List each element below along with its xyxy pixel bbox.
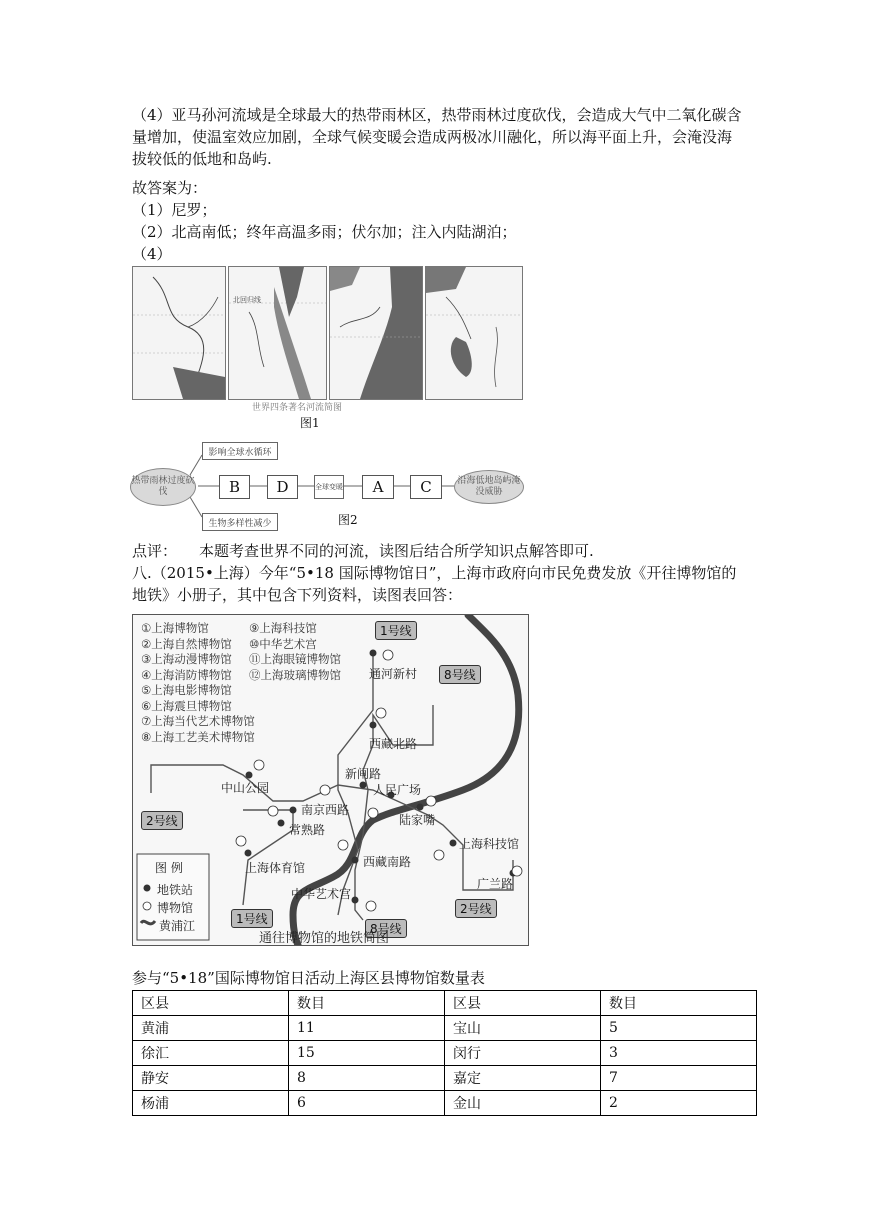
- table-cell: 6: [289, 1091, 445, 1116]
- museum-item-11: ⑪上海眼镜博物馆: [249, 652, 341, 666]
- flow-box-b: B: [219, 475, 250, 499]
- museum-marker-7a[interactable]: [320, 785, 330, 795]
- museum-legend-left: [141, 621, 255, 745]
- flow-box-warming: 全球变暖: [314, 475, 344, 499]
- table-header-cell: 区县: [445, 991, 601, 1016]
- station-xizangnan[interactable]: [352, 857, 359, 864]
- table-header-row: [133, 991, 757, 1016]
- table-cell: 徐汇: [133, 1041, 289, 1066]
- river-map-1-drawing: [133, 267, 225, 399]
- station-xinzha[interactable]: [360, 782, 367, 789]
- label-lujiazui: 陆家嘴: [399, 813, 436, 827]
- museum-item-12: ⑫上海玻璃博物馆: [249, 667, 341, 682]
- label-changshu: 常熟路: [289, 823, 326, 837]
- label-keji: 上海科技馆: [459, 837, 520, 851]
- museum-marker-10[interactable]: [366, 901, 376, 911]
- table-cell: 5: [601, 1016, 757, 1041]
- table-cell: 8: [289, 1066, 445, 1091]
- comment-line: [132, 541, 594, 561]
- museum-item-4: ④上海消防博物馆: [141, 667, 232, 682]
- comment-text: 本题考查世界不同的河流，读图后结合所学知识点解答即可.: [199, 542, 594, 560]
- table-caption: 参与“5•18”国际博物馆日活动上海区县博物馆数量表: [132, 969, 485, 987]
- metro-map-title: 通往博物馆的地铁简图: [259, 931, 390, 946]
- tropic-label: 北回归线: [233, 296, 261, 304]
- line-tag-8-bottom: 8号线: [365, 919, 407, 938]
- station-lujiazui[interactable]: [417, 804, 424, 811]
- figure-2: [120, 435, 540, 535]
- comment-label: 点评：: [132, 542, 178, 560]
- table-header-cell: 数目: [289, 991, 445, 1016]
- museum-item-6: ⑥上海震旦博物馆: [141, 698, 232, 713]
- legend-museum-label: 博物馆: [157, 901, 194, 915]
- legend-station-symbol: [144, 885, 151, 892]
- table-cell: 11: [289, 1016, 445, 1041]
- legend-title: 图 例: [155, 861, 183, 875]
- metro-line-branch: [243, 810, 293, 905]
- museum-legend-right: [249, 621, 341, 683]
- table-cell: 静安: [133, 1066, 289, 1091]
- museum-marker-11[interactable]: [376, 708, 386, 718]
- river-map-2: [228, 266, 327, 400]
- table-cell: 黄浦: [133, 1016, 289, 1041]
- label-xizangnan: 西藏南路: [363, 855, 412, 869]
- river-map-4-drawing: [426, 267, 522, 399]
- figure-1-label: 图1: [300, 416, 320, 430]
- table-cell: 7: [601, 1066, 757, 1091]
- line-tag-1-top: 1号线: [375, 621, 417, 640]
- label-tonghe: 通河新村: [369, 667, 418, 681]
- label-zhongshan: 中山公园: [221, 781, 270, 795]
- flow-end: 沿海低地岛屿淹没威胁: [454, 470, 524, 504]
- flow-top-box: 影响全球水循环: [202, 442, 278, 460]
- river-map-3-drawing: [330, 267, 422, 399]
- museum-marker-6[interactable]: [426, 796, 436, 806]
- table-cell: 金山: [445, 1091, 601, 1116]
- figure-2-label: 图2: [338, 513, 358, 527]
- station-zhongshan[interactable]: [246, 772, 253, 779]
- museum-item-7: ⑦上海当代艺术博物馆: [141, 714, 255, 728]
- label-xinzha: 新闸路: [345, 767, 382, 781]
- label-nanjingxi: 南京西路: [301, 803, 350, 817]
- museum-marker-12[interactable]: [383, 650, 393, 660]
- museum-marker-7b[interactable]: [338, 840, 348, 850]
- answer-heading: 故答案为：: [132, 179, 208, 197]
- line-tag-2-right: 2号线: [455, 899, 497, 918]
- legend-museum-symbol: [143, 902, 151, 910]
- metro-map: [132, 614, 529, 946]
- river-map-1: [132, 266, 226, 400]
- table-row: [133, 1091, 757, 1116]
- line-tag-2-left: 2号线: [141, 811, 183, 830]
- figure-1: [132, 266, 528, 428]
- table-cell: 宝山: [445, 1016, 601, 1041]
- answer-item-1: （1）尼罗；: [132, 201, 217, 219]
- station-nanjingxi[interactable]: [290, 807, 297, 814]
- label-guanglan: 广兰路: [477, 877, 514, 891]
- table-cell: 杨浦: [133, 1091, 289, 1116]
- label-zhonghua: 中华艺术宫: [291, 887, 352, 901]
- table-header-cell: 数目: [601, 991, 757, 1016]
- station-keji[interactable]: [450, 840, 457, 847]
- answer-item-4: （4）: [132, 245, 172, 263]
- museum-marker-5[interactable]: [236, 836, 246, 846]
- line-tag-1-bottom: 1号线: [231, 909, 273, 928]
- station-tiyu[interactable]: [245, 850, 252, 857]
- museum-marker-9[interactable]: [434, 850, 444, 860]
- river-map-2-drawing: [229, 267, 326, 399]
- flow-box-c: C: [410, 475, 442, 499]
- table-header-cell: 区县: [133, 991, 289, 1016]
- flow-box-a: A: [362, 475, 394, 499]
- station-tonghe[interactable]: [370, 650, 377, 657]
- figure-1-caption: 世界四条著名河流简图: [252, 403, 343, 413]
- flow-box-d: D: [267, 475, 298, 499]
- table-cell: 2: [601, 1091, 757, 1116]
- answer-paragraph-4: （4）亚马孙河流域是全球最大的热带雨林区，热带雨林过度砍伐，会造成大气中二氧化碳含量增加，使温室效应加剧，全球气候变暖会造成两极冰川融化，所以海平面上升，会淹没海拔较低的低地和岛屿.: [132, 106, 742, 168]
- line-tag-8-top: 8号线: [439, 665, 481, 684]
- table-cell: 闵行: [445, 1041, 601, 1066]
- museum-item-2: ②上海自然博物馆: [141, 636, 232, 651]
- table-cell: 3: [601, 1041, 757, 1066]
- answer-item-2: （2）北高南低；终年高温多雨；伏尔加；注入内陆湖泊；: [132, 223, 517, 241]
- flow-start: 热带雨林过度砍伐: [130, 468, 196, 506]
- table-row: [133, 1041, 757, 1066]
- legend-station-label: 地铁站: [157, 883, 194, 897]
- label-renmin: 人民广场: [373, 783, 422, 797]
- museum-marker-1[interactable]: [368, 808, 378, 818]
- station-xizangbei[interactable]: [370, 722, 377, 729]
- museum-count-table: [132, 990, 757, 1116]
- table-cell: 15: [289, 1041, 445, 1066]
- station-changshu[interactable]: [278, 820, 285, 827]
- station-zhonghua[interactable]: [352, 897, 359, 904]
- flow-bottom-box: 生物多样性减少: [202, 513, 278, 531]
- museum-marker-8[interactable]: [268, 806, 278, 816]
- label-xizangbei: 西藏北路: [369, 737, 418, 751]
- legend-river-label: 黄浦江: [159, 919, 196, 933]
- museum-item-10: ⑩中华艺术宫: [249, 636, 317, 651]
- table-row: [133, 1066, 757, 1091]
- label-tiyu: 上海体育馆: [245, 861, 306, 875]
- museum-item-5: ⑤上海电影博物馆: [141, 683, 232, 697]
- river-map-3: [329, 266, 423, 400]
- museum-item-8: ⑧上海工艺美术博物馆: [141, 729, 255, 744]
- table-cell: 嘉定: [445, 1066, 601, 1091]
- museum-marker-3[interactable]: [512, 866, 522, 876]
- museum-marker-4[interactable]: [254, 760, 264, 770]
- river-map-4: [425, 266, 523, 400]
- museum-item-3: ③上海动漫博物馆: [141, 652, 232, 666]
- table-row: [133, 1016, 757, 1041]
- museum-item-1: ①上海博物馆: [141, 621, 209, 635]
- question-8-text: 八.（2015•上海）今年“5•18 国际博物馆日”，上海市政府向市民免费发放《开往博物馆的地铁》小册子，其中包含下列资料，读图表回答：: [132, 564, 737, 604]
- museum-item-9: ⑨上海科技馆: [249, 621, 317, 635]
